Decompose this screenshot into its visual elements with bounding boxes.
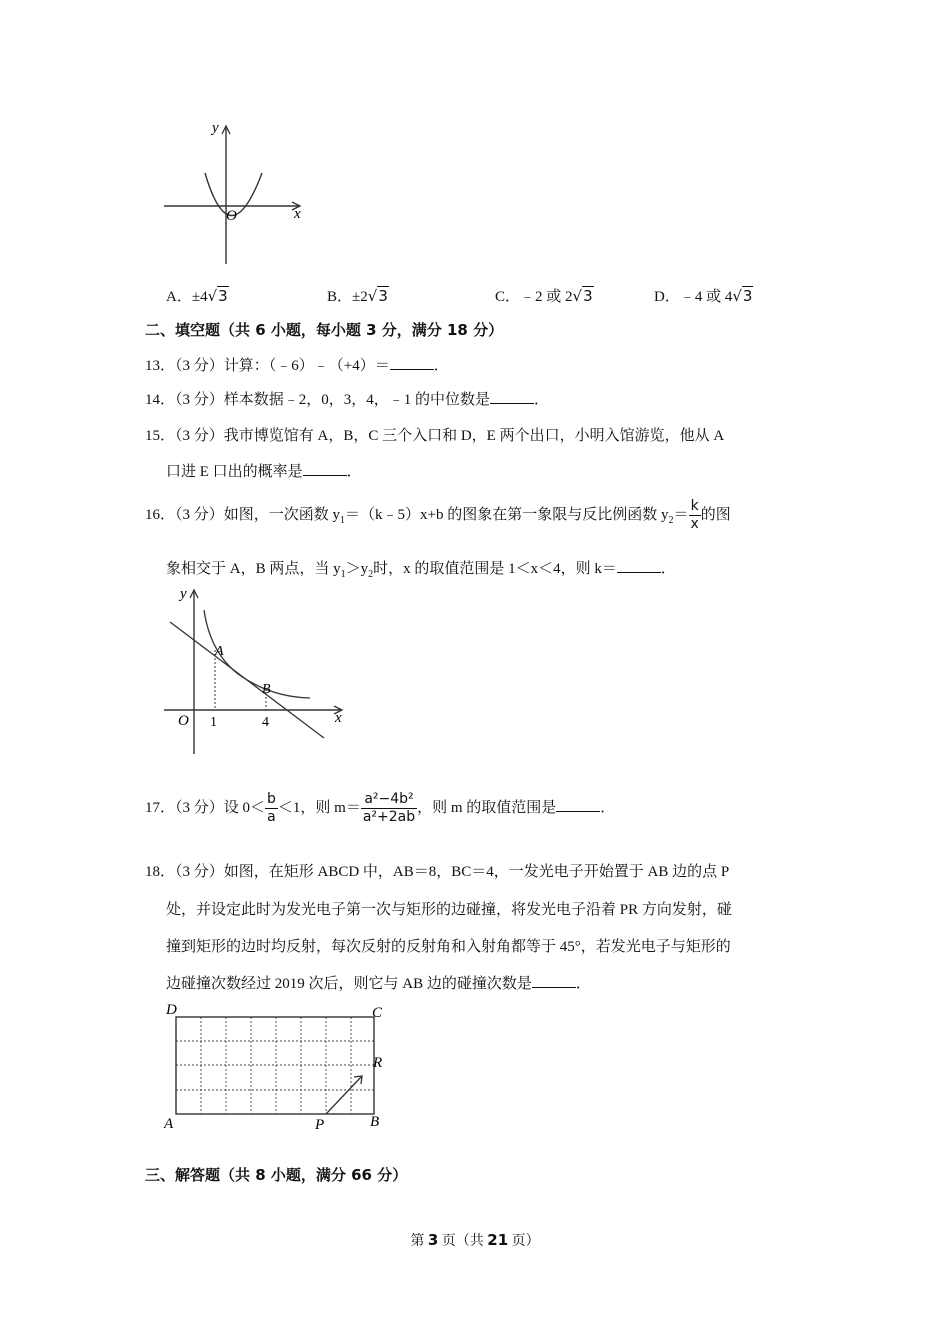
q12-option-a-radicand: 3 — [218, 287, 228, 305]
q18-point-p: P — [315, 1117, 325, 1133]
fraction-numerator: b — [267, 791, 276, 808]
answer-blank — [390, 355, 434, 370]
q18-corner-d: D — [166, 1002, 177, 1018]
question-17-end: ． — [600, 800, 616, 816]
question-18-line-2: 处，并设定此时为发光电子第一次与矩形的边碰撞，将发光电子沿着 PR 方向发射，碰 — [166, 902, 732, 918]
answer-blank — [490, 389, 534, 404]
q12-option-b — [327, 285, 389, 306]
q16-function-graph — [160, 582, 350, 757]
q12-option-c-label: C． — [495, 289, 521, 305]
footer-pre: 第 — [410, 1234, 428, 1249]
question-16-text-c: ＝ — [673, 507, 689, 523]
subscript: 2 — [668, 515, 674, 526]
question-16-text-a: 16．（3 分）如图，一次函数 y — [145, 507, 341, 523]
question-13 — [145, 354, 449, 375]
q16-point-b-label: B — [262, 682, 271, 697]
question-13-text: 13．（3 分）计算：（﹣6）﹣（+4）＝ — [145, 358, 390, 374]
q16-x-label: x — [335, 710, 342, 726]
question-16-end: ． — [660, 561, 676, 577]
q18-corner-a: A — [164, 1116, 174, 1132]
q16-tick-4: 4 — [262, 715, 269, 730]
question-16-line-2 — [166, 557, 676, 580]
question-13-end: ． — [433, 358, 449, 374]
fraction-denominator: x — [690, 516, 699, 533]
footer-post: 页） — [508, 1234, 540, 1249]
question-16-text-b: ＝（k﹣5）x+b 的图象在第一象限与反比例函数 y — [345, 507, 669, 523]
q18-corner-b: B — [370, 1114, 380, 1130]
fraction-denominator: a²+2ab — [362, 809, 416, 826]
question-16-line-2-b: ＞y — [345, 561, 369, 577]
question-15-line-2 — [166, 460, 362, 481]
fraction-numerator: a²−4b² — [361, 791, 417, 809]
question-18-end: ． — [575, 976, 591, 992]
subscript: 1 — [340, 569, 346, 580]
answer-blank — [303, 461, 347, 476]
q12-option-a-text: ±4 — [191, 289, 208, 305]
q12-option-d — [654, 285, 753, 306]
fraction-k-over-x — [689, 498, 701, 533]
q12-option-b-label: B． — [327, 289, 353, 305]
q12-option-c-text: ﹣2 或 2 — [520, 289, 573, 305]
question-15-line-1: 15．（3 分）我市博览馆有 A，B，C 三个入口和 D，E 两个出口，小明入馆游览，他从 A — [145, 428, 725, 444]
q12-origin-label: O — [226, 208, 237, 224]
fraction-m-expression — [361, 791, 417, 826]
q12-option-a — [166, 285, 229, 306]
footer-total-pages: 21 — [487, 1231, 509, 1249]
sqrt-icon: √3 — [572, 287, 593, 305]
section-3-title: 三、解答题（共 8 小题，满分 66 分） — [145, 1166, 408, 1184]
q18-corner-c: C — [372, 1005, 383, 1021]
fraction-numerator: k — [689, 498, 701, 516]
fraction-denominator: a — [267, 809, 276, 826]
q12-option-a-label: A． — [166, 289, 192, 305]
q12-option-b-radicand: 3 — [378, 287, 388, 305]
footer-mid: 页（共 — [438, 1234, 488, 1249]
q12-x-label: x — [294, 206, 301, 222]
q18-rectangle-grid — [160, 998, 400, 1138]
subscript: 1 — [340, 515, 346, 526]
question-17-pre: 17．（3 分）设 0＜ — [145, 800, 266, 816]
answer-blank — [532, 973, 576, 988]
q12-option-d-text: ﹣4 或 4 — [679, 289, 733, 305]
question-18-line-4-text: 边碰撞次数经过 2019 次后，则它与 AB 边的碰撞次数是 — [166, 976, 532, 992]
footer-page-number: 3 — [427, 1231, 439, 1249]
q16-tick-1: 1 — [210, 715, 217, 730]
subscript: 2 — [368, 569, 374, 580]
question-16-line-2-a: 象相交于 A，B 两点，当 y — [166, 561, 341, 577]
question-17-post: ，则 m 的取值范围是 — [417, 800, 557, 816]
question-18-line-1: 18．（3 分）如图，在矩形 ABCD 中，AB＝8，BC＝4，一发光电子开始置于 AB 边的点 P — [145, 864, 730, 880]
q12-option-b-text: ±2 — [352, 289, 368, 305]
page-footer — [0, 1230, 950, 1250]
section-2-title: 二、填空题（共 6 小题，每小题 3 分，满分 18 分） — [145, 321, 504, 339]
q12-option-c — [495, 285, 594, 306]
question-18-line-3: 撞到矩形的边时均反射，每次反射的反射角和入射角都等于 45°，若发光电子与矩形的 — [166, 939, 731, 955]
answer-blank — [556, 797, 600, 812]
question-15-line-2-text: 口进 E 口出的概率是 — [166, 464, 303, 480]
q12-y-label: y — [212, 120, 219, 136]
question-14-text: 14．（3 分）样本数据﹣2，0，3，4，﹣1 的中位数是 — [145, 392, 491, 408]
question-16-text-d: 的图 — [700, 507, 731, 523]
question-18-line-4 — [166, 972, 591, 993]
sqrt-icon: √3 — [732, 287, 753, 305]
fraction-b-over-a — [265, 791, 278, 826]
sqrt-icon: √3 — [367, 287, 388, 305]
q12-option-d-radicand: 3 — [742, 287, 753, 305]
question-14-end: ． — [534, 392, 550, 408]
question-16-line-2-c: 时，x 的取值范围是 1＜x＜4，则 k＝ — [373, 561, 617, 577]
q16-origin-label: O — [178, 713, 189, 729]
q18-point-r: R — [373, 1055, 383, 1071]
question-17 — [145, 788, 615, 828]
q12-parabola-graph — [160, 118, 310, 268]
sqrt-icon: √3 — [207, 287, 228, 305]
q16-point-a-label: A — [215, 644, 224, 659]
question-17-mid: ＜1，则 m＝ — [277, 800, 361, 816]
question-14 — [145, 388, 549, 409]
q12-option-d-label: D． — [654, 289, 680, 305]
q12-option-c-radicand: 3 — [583, 287, 593, 305]
question-16-line-1 — [145, 497, 731, 539]
q16-y-label: y — [180, 586, 187, 602]
answer-blank — [617, 558, 661, 573]
question-15-end: ． — [346, 464, 362, 480]
